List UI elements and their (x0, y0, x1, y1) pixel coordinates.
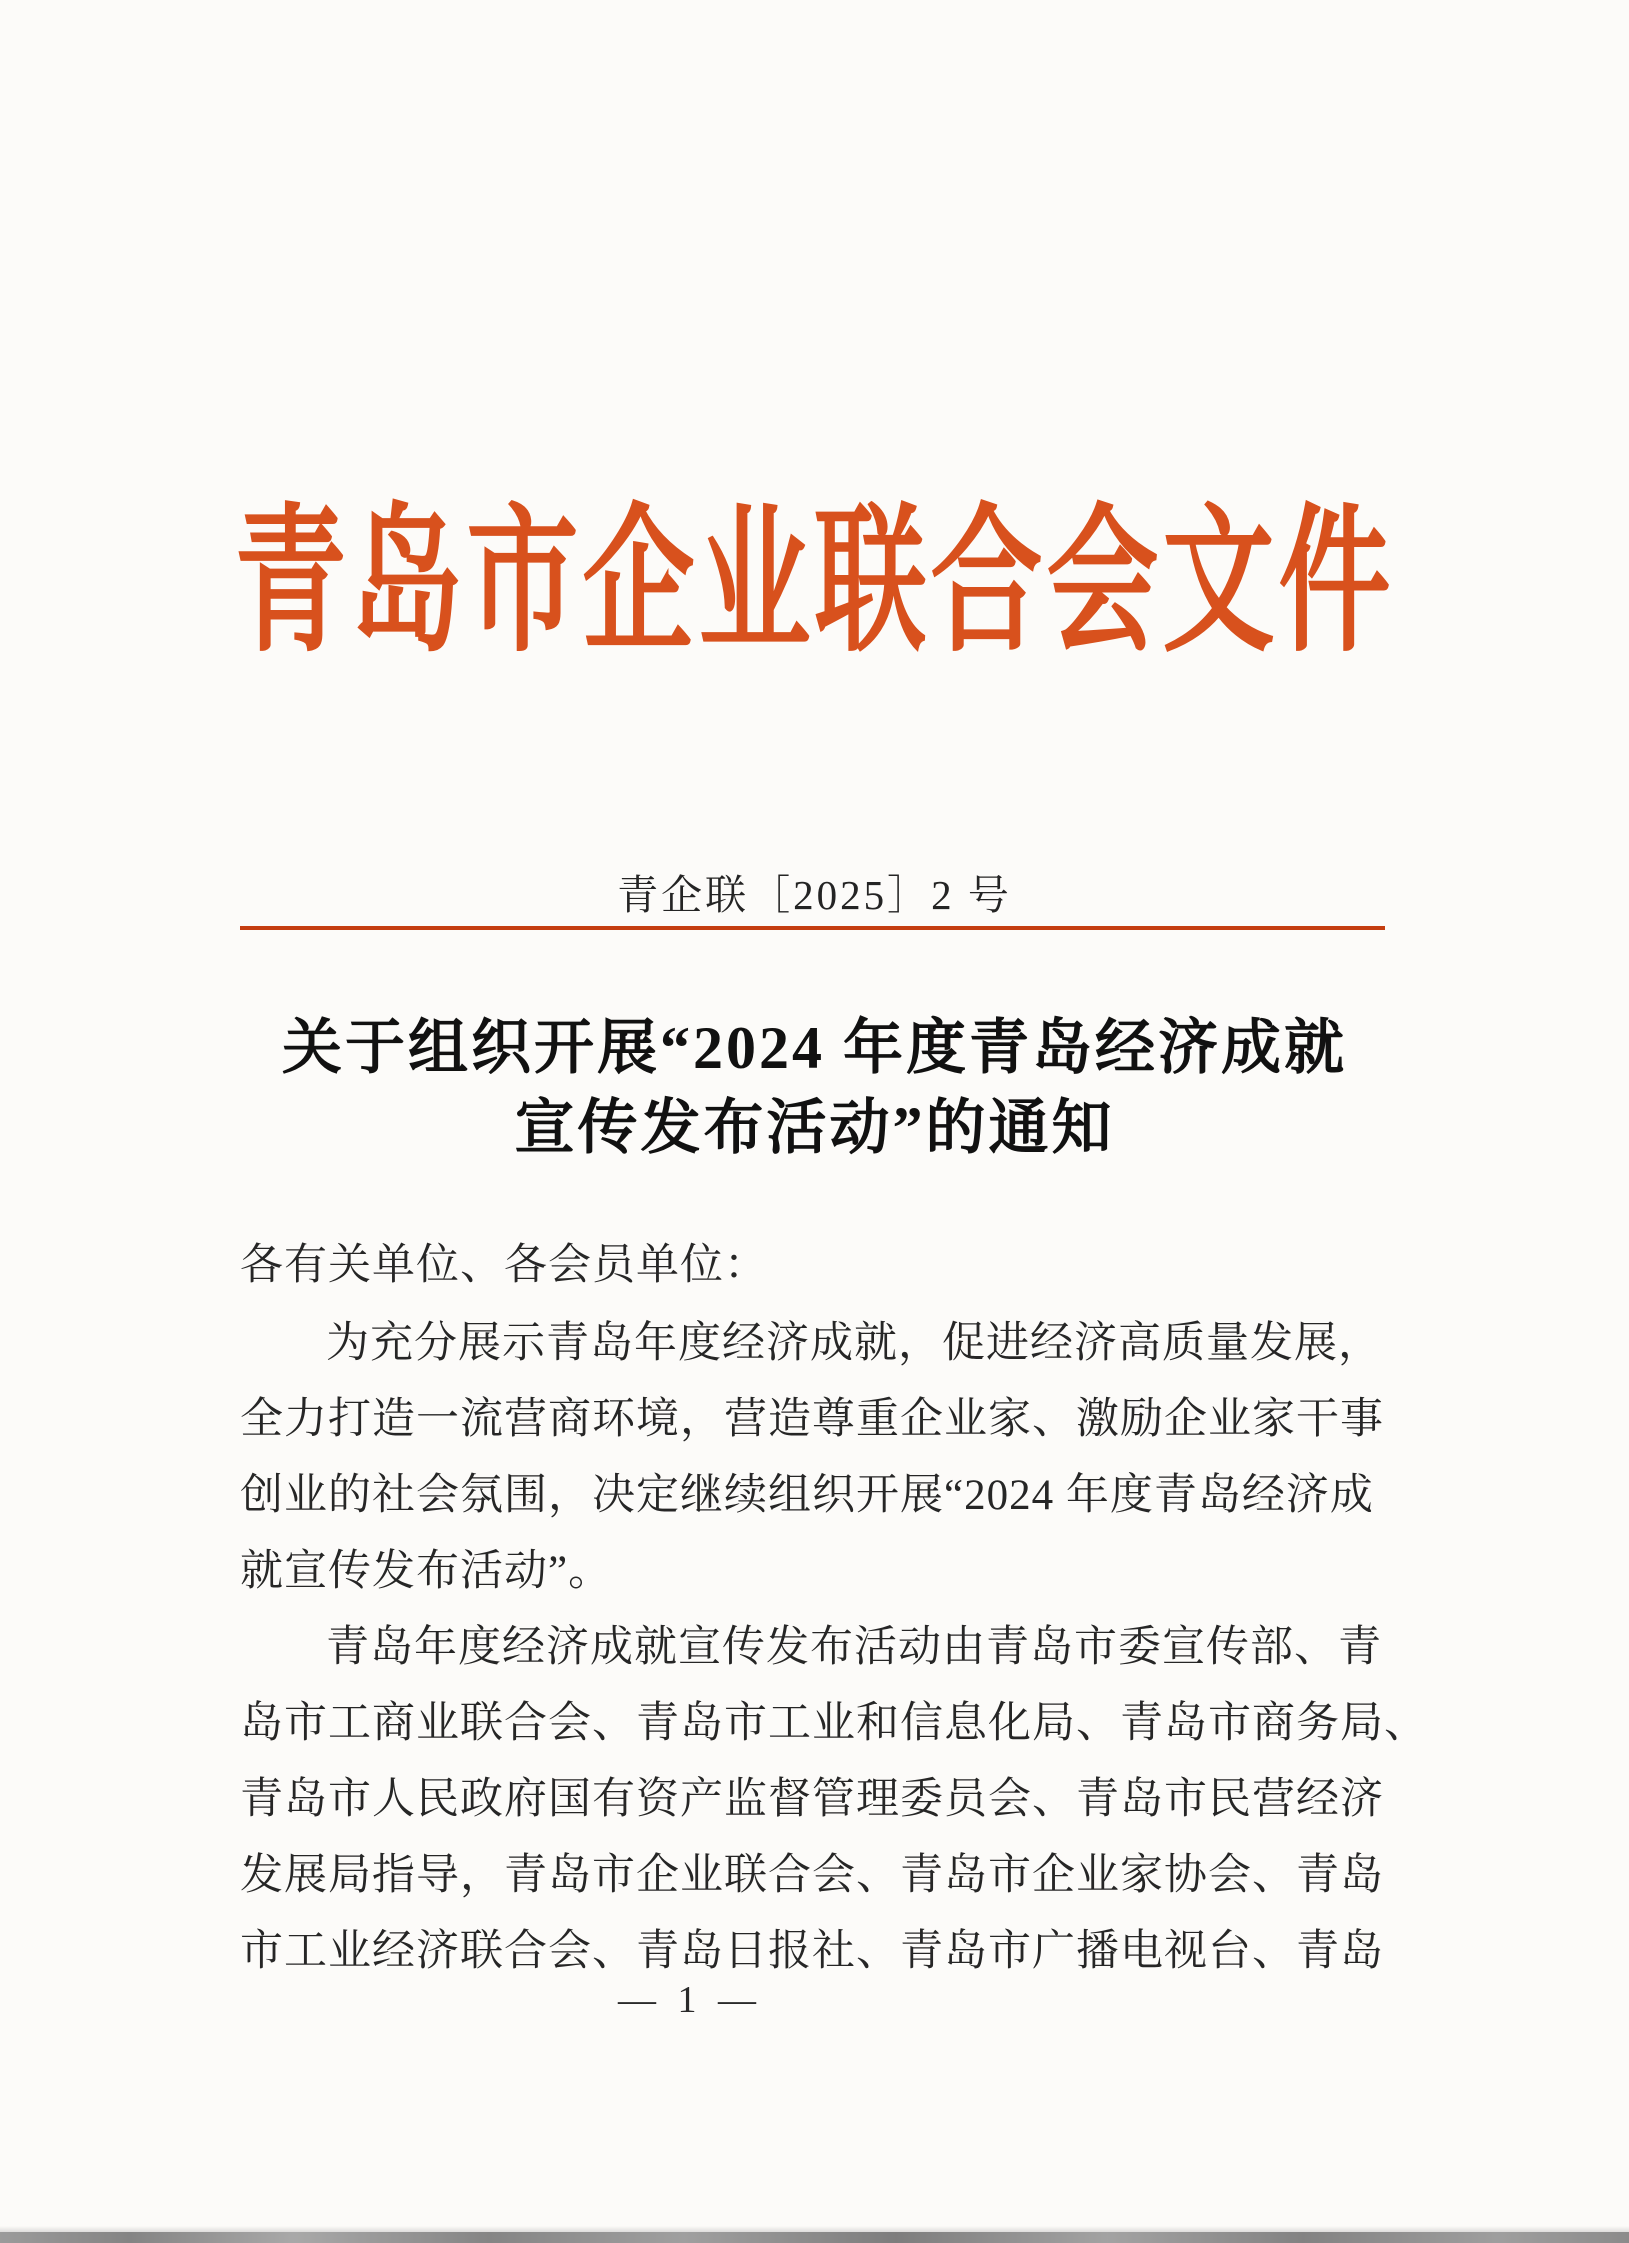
red-divider-rule (240, 926, 1385, 930)
notice-title-line2: 宣传发布活动”的通知 (514, 1095, 1115, 1161)
page-number: — 1 — (618, 1979, 762, 2021)
scan-edge-artifact (0, 2232, 1629, 2243)
paragraph-line: 青岛市人民政府国有资产监督管理委员会、青岛市民营经济 (240, 1776, 1384, 1823)
paragraph-line: 全力打造一流营商环境，营造尊重企业家、激励企业家干事 (240, 1396, 1384, 1443)
document-number: 青企联［2025］2 号 (617, 872, 1012, 918)
paragraph-line: 青岛年度经济成就宣传发布活动由青岛市委宣传部、青 (326, 1624, 1382, 1671)
paragraph-line: 就宣传发布活动”。 (240, 1548, 613, 1595)
masthead-title: 青岛市企业联合会文件 (234, 495, 1395, 672)
paragraph-line: 岛市工商业联合会、青岛市工业和信息化局、青岛市商务局、 (240, 1700, 1428, 1747)
notice-title (0, 1008, 1629, 1168)
salutation-line: 各有关单位、各会员单位： (240, 1242, 768, 1289)
paragraph-line: 市工业经济联合会、青岛日报社、青岛市广播电视台、青岛 (240, 1928, 1384, 1975)
paragraph-line: 发展局指导，青岛市企业联合会、青岛市企业家协会、青岛 (240, 1852, 1384, 1899)
paragraph-line: 为充分展示青岛年度经济成就，促进经济高质量发展， (326, 1320, 1382, 1367)
notice-title-line1: 关于组织开展“2024 年度青岛经济成就 (282, 1015, 1347, 1081)
document-body (240, 1228, 1428, 1990)
paragraph-line: 创业的社会氛围，决定继续组织开展“2024 年度青岛经济成 (240, 1472, 1374, 1519)
